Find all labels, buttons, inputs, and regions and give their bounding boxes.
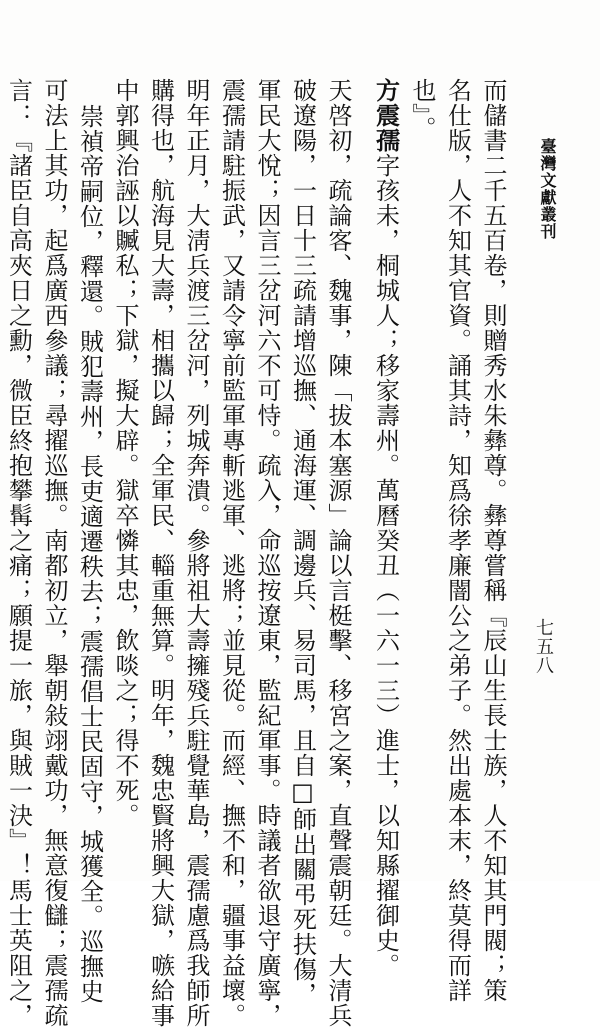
text-column: 而儲書二千五百卷，則贈秀水朱彝尊。彝尊嘗稱『辰山生長士族，人不知其門閥；策 — [479, 78, 507, 1003]
entry-name: 方震孺 — [371, 78, 401, 153]
text-column: 也』。 — [408, 78, 436, 141]
text-column: 天啓初，疏論客、魏事，陳「拔本塞源」論以言梃擊、移宮之案，直聲震朝廷。大清兵 — [324, 78, 352, 1028]
text-column: 言：『諸臣自高夾日之勳，微臣終抱攀髯之痛；願提一旅，與賊一決』！馬士英阻之， — [4, 78, 33, 1028]
entry-first-line: 字孩未，桐城人；移家壽州。萬曆癸丑（一六一三）進士，以知縣擢御史。 — [371, 153, 400, 978]
running-title: 臺灣文獻叢刊 — [538, 138, 557, 240]
text-column: 破遼陽，一日十三疏請增巡撫、通海運、調邊兵、易司馬，且自□師出關弔死扶傷， — [288, 78, 317, 1007]
body-text — [4, 78, 510, 1028]
page-number: 七五八 — [533, 618, 554, 675]
text-column: 中郭興治誣以贓私；下獄，擬大辟。獄卒憐其忠，飲啖之；得不死。 — [111, 78, 139, 828]
text-column: 名仕版，人不知其官資。誦其詩，知爲徐孝廉闇公之弟子。然出處本末，終莫得而詳 — [443, 78, 472, 1003]
entry-heading-column — [367, 78, 404, 978]
text-column: 震孺請駐振武，又請令寧前監軍專斬逃軍、逃將；並見從。而經、撫不和，疆事益壞。 — [217, 78, 246, 1028]
text-column: 軍民大悅；因言三岔河六不可恃。疏入，命巡按遼東，監紀軍事。時議者欲退守廣寧， — [253, 78, 281, 1028]
text-column: 可法上其功，起爲廣西參議；尋擢巡撫。南都初立，舉朝敍翊戴功，無意復讎；震孺疏 — [40, 78, 68, 1028]
text-column: 崇禎帝嗣位，釋還。賊犯壽州，長吏適遷秩去；震孺倡士民固守，城獲全。巡撫史 — [75, 104, 104, 1004]
text-column: 購得也，航海見大壽，相攜以歸；全軍民、輜重無算。明年，魏忠賢將興大獄，嗾給事 — [146, 78, 175, 1028]
text-column: 明年正月，大淸兵渡三岔河，列城奔潰。參將祖大壽擁殘兵駐覺華島，震孺慮爲我師所 — [182, 78, 210, 1028]
